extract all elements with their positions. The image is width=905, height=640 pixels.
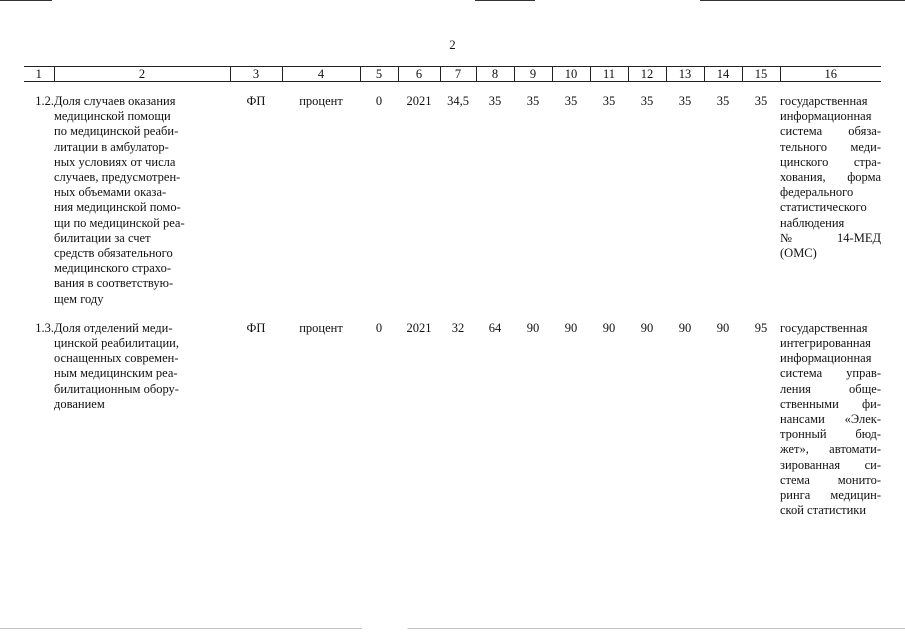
information-source-line: тронный бюд- (780, 427, 881, 442)
information-source-line: (ОМС) (780, 246, 817, 261)
period-value: 64 (488, 320, 502, 335)
period-value: 90 (526, 320, 540, 335)
indicator-name-line: ным медицинским реа- (54, 366, 178, 381)
information-source-line: наблюдения (780, 215, 845, 230)
period-value: 90 (716, 320, 730, 335)
indicator-name (54, 82, 230, 307)
indicator-name-line: медицинского страхо- (54, 261, 171, 276)
period-value: 35 (754, 94, 768, 108)
indicator-name-line: Доля случаев оказания (54, 94, 176, 108)
indicator-type: ФП (246, 94, 266, 108)
information-source (780, 307, 881, 519)
base-year: 2021 (406, 320, 432, 335)
scan-edge-line (475, 0, 535, 1)
column-header-4: 4 (282, 67, 360, 82)
column-header-5: 5 (360, 67, 398, 82)
information-source-line: нансами «Элек- (780, 412, 881, 427)
information-source-line: информационная (780, 351, 872, 366)
column-header-1: 1 (24, 67, 54, 82)
information-source-line: государственная (780, 320, 868, 335)
row-number: 1.2. (35, 94, 54, 108)
information-source-line: тельного меди- (780, 139, 881, 154)
period-value: 95 (754, 320, 768, 335)
indicator-name-line: щем году (54, 291, 104, 306)
indicator-name-line: ных объемами оказа- (54, 185, 167, 200)
indicator-name (54, 307, 230, 519)
period-value: 90 (640, 320, 654, 335)
information-source-line: система управ- (780, 366, 881, 381)
information-source-line: ринга медицин- (780, 488, 881, 503)
column-header-9: 9 (514, 67, 552, 82)
column-header-6: 6 (398, 67, 440, 82)
indicator-name-line: билитационным обору- (54, 381, 179, 396)
information-source-line: цинского стра- (780, 154, 881, 169)
period-value: 34,5 (447, 94, 469, 108)
base-value: 0 (375, 320, 383, 335)
period-value: 35 (488, 94, 502, 108)
scan-edge-line (0, 0, 52, 1)
column-header-10: 10 (552, 67, 590, 82)
information-source-line: № 14-МЕД (780, 230, 881, 245)
column-header-8: 8 (476, 67, 514, 82)
period-value: 90 (678, 320, 692, 335)
period-value: 35 (678, 94, 692, 108)
indicator-name-line: цинской реабилитации, (54, 336, 179, 351)
indicator-name-line: Доля отделений меди- (54, 320, 173, 335)
indicator-name-line: литации в амбулатор- (54, 139, 169, 154)
column-header-13: 13 (666, 67, 704, 82)
information-source-line: ления обще- (780, 381, 881, 396)
column-header-14: 14 (704, 67, 742, 82)
information-source-line: информационная (780, 109, 872, 124)
information-source-line: ственными фи- (780, 396, 881, 411)
information-source-line: государственная (780, 94, 868, 108)
column-header-7: 7 (440, 67, 476, 82)
indicator-name-line: средств обязательного (54, 246, 173, 261)
unit-of-measure: процент (299, 94, 343, 108)
indicator-name-line: по медицинской реаби- (54, 124, 179, 139)
information-source-line: хования, форма (780, 170, 881, 185)
base-value: 0 (375, 94, 383, 108)
indicator-name-line: щи по медицинской реа- (54, 215, 185, 230)
information-source-line: зированная си- (780, 457, 881, 472)
column-header-12: 12 (628, 67, 666, 82)
information-source-line: жет», автомати- (780, 442, 881, 457)
period-value: 35 (716, 94, 730, 108)
header-row (24, 67, 881, 82)
indicator-name-line: оснащенных современ- (54, 351, 179, 366)
column-header-15: 15 (742, 67, 780, 82)
indicator-name-line: случаев, предусмотрен- (54, 170, 181, 185)
period-value: 35 (602, 94, 616, 108)
information-source-line: интегрированная (780, 336, 871, 351)
column-header-3: 3 (230, 67, 282, 82)
indicator-name-line: вания в соответствую- (54, 276, 174, 291)
period-value: 90 (564, 320, 578, 335)
period-value: 35 (564, 94, 578, 108)
table-row (24, 307, 881, 519)
unit-of-measure: процент (299, 320, 343, 335)
indicator-name-line: ния медицинской помо- (54, 200, 181, 215)
scan-bottom-edge (0, 628, 905, 629)
information-source-line: статистического (780, 200, 867, 215)
column-header-16: 16 (780, 67, 881, 82)
indicator-name-line: ных условиях от числа (54, 154, 176, 169)
scan-edge-line (700, 0, 905, 1)
column-header-2: 2 (54, 67, 230, 82)
period-value: 35 (526, 94, 540, 108)
indicator-name-line: медицинской помощи (54, 109, 171, 124)
row-number: 1.3. (35, 320, 54, 335)
information-source-line: стема монито- (780, 472, 881, 487)
indicator-type: ФП (246, 320, 266, 335)
table-row (24, 82, 881, 307)
period-value: 90 (602, 320, 616, 335)
information-source (780, 82, 881, 307)
information-source-line: система обяза- (780, 124, 881, 139)
base-year: 2021 (406, 94, 432, 108)
indicator-name-line: дованием (54, 396, 105, 411)
indicator-table (24, 66, 881, 518)
column-header-11: 11 (590, 67, 628, 82)
page-number: 2 (449, 38, 456, 52)
period-value: 32 (451, 320, 465, 335)
information-source-line: ской статистики (780, 503, 867, 518)
period-value: 35 (640, 94, 654, 108)
information-source-line: федерального (780, 185, 854, 200)
indicator-name-line: билитации за счет (54, 230, 151, 245)
